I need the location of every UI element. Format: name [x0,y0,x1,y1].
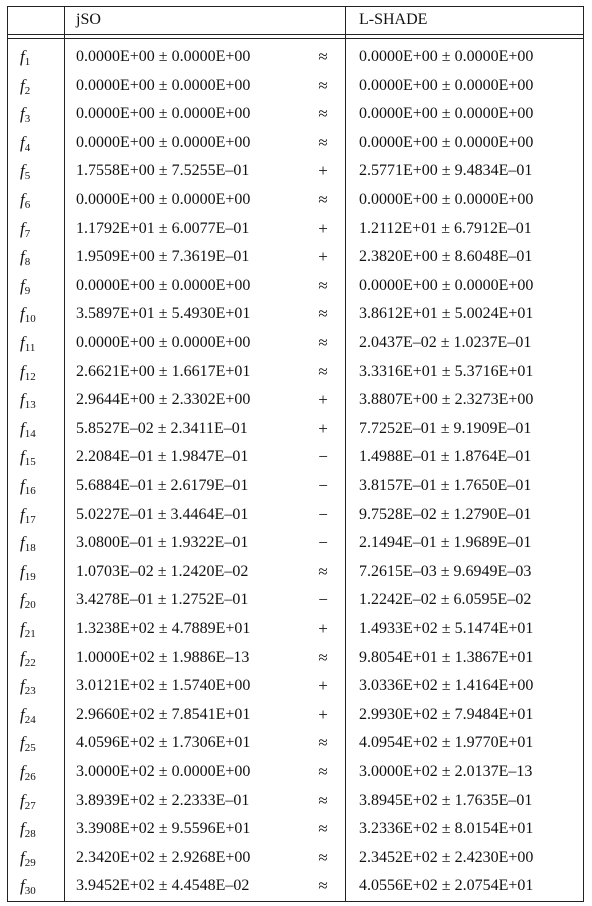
function-label [20,733,36,754]
jso-value: 0.0000E+00 ± 0.0000E+00 [76,276,251,294]
jso-value: 1.3238E+02 ± 4.7889E+01 [76,620,251,637]
function-index: 6 [24,199,31,211]
jso-value: 3.9452E+02 ± 4.4548E–02 [76,877,250,895]
table-row [7,758,584,787]
lshade-value: 7.7252E–01 ± 9.1909E–01 [359,419,532,437]
comparison-symbol: ≈ [318,561,328,581]
table-row [7,100,584,129]
jso-value: 1.7558E+00 ± 7.5255E–01 [76,162,250,180]
function-label [20,390,36,411]
function-index: 12 [24,370,36,383]
table-row [7,615,584,644]
comparison-symbol: − [318,504,328,524]
function-label [20,676,36,697]
table-row [7,558,584,587]
function-symbol: f [20,790,25,810]
lshade-value: 0.0000E+00 ± 0.0000E+00 [359,76,534,94]
comparison-symbol: − [318,447,328,467]
function-label [20,619,36,640]
lshade-value: 2.3452E+02 ± 2.4230E+00 [359,848,534,866]
function-index: 26 [24,771,36,783]
function-symbol: f [20,619,25,638]
lshade-value: 9.7528E–02 ± 1.2790E–01 [359,505,532,523]
comparison-symbol: + [318,247,328,267]
table-bottom-rule [7,901,584,902]
table-row [7,43,584,72]
comparison-symbol: ≈ [318,275,328,295]
function-index: 18 [24,542,36,555]
function-index: 7 [24,227,31,240]
function-symbol: f [20,333,25,352]
lshade-value: 3.8807E+00 ± 2.3273E+00 [359,391,534,409]
table-row [7,872,584,901]
table-row [7,844,584,873]
jso-value: 2.6621E+00 ± 1.6617E+01 [76,362,251,380]
function-index: 30 [24,885,36,898]
jso-value: 2.9644E+00 ± 2.3302E+00 [76,391,251,409]
function-symbol: f [20,361,25,381]
jso-value: 0.0000E+00 ± 0.0000E+00 [76,133,251,151]
table-row [7,729,584,758]
function-label [20,848,36,869]
function-index: 25 [24,742,36,755]
lshade-value: 3.3316E+01 ± 5.3716E+01 [359,362,534,380]
function-index: 1 [24,56,31,68]
function-symbol: f [20,247,25,267]
table-row [7,243,584,272]
function-symbol: f [20,647,25,667]
table-row [7,586,584,615]
lshade-value: 2.3820E+00 ± 8.6048E–01 [359,248,533,266]
function-symbol: f [20,47,25,66]
lshade-value: 3.8945E+02 ± 1.7635E–01 [359,791,533,809]
function-label [20,533,36,554]
jso-value: 5.0227E–01 ± 3.4464E–01 [76,505,249,523]
table-row [7,443,584,472]
function-symbol: f [20,704,25,724]
table-row [7,215,584,244]
function-label [20,876,36,897]
function-symbol: f [20,533,25,553]
function-symbol: f [20,161,25,181]
function-symbol: f [20,733,25,753]
function-index: 19 [24,570,36,583]
table-row [7,72,584,101]
function-label [20,76,30,97]
function-label [20,133,30,154]
function-index: 20 [24,599,36,612]
function-symbol: f [20,75,25,95]
function-symbol: f [20,561,25,581]
jso-value: 5.8527E–02 ± 2.3411E–01 [76,419,248,437]
lshade-value: 3.0336E+02 ± 1.4164E+00 [359,677,534,695]
function-symbol: f [20,762,25,781]
comparison-symbol: ≈ [318,762,328,781]
function-symbol: f [20,676,25,696]
lshade-value: 7.2615E–03 ± 9.6949E–03 [359,562,532,580]
table-row [7,815,584,844]
lshade-value: 1.2242E–02 ± 6.0595E–02 [359,591,532,609]
comparison-symbol: + [318,218,328,238]
comparison-symbol: ≈ [318,47,328,66]
function-symbol: f [20,275,25,295]
lshade-value: 0.0000E+00 ± 0.0000E+00 [359,105,534,123]
function-index: 24 [24,713,36,726]
function-index: 28 [24,828,36,841]
lshade-value: 4.0556E+02 ± 2.0754E+01 [359,877,534,895]
comparison-symbol: ≈ [318,790,328,810]
function-index: 11 [24,342,36,354]
function-label [20,276,30,297]
comparison-symbol: ≈ [318,104,328,124]
comparison-symbol: + [318,418,328,438]
function-label [20,161,30,182]
comparison-symbol: − [318,533,328,553]
function-index: 2 [24,84,31,97]
lshade-value: 3.0000E+02 ± 2.0137E–13 [359,763,533,780]
function-symbol: f [20,876,25,896]
function-index: 23 [24,685,36,698]
table-row [7,300,584,329]
lshade-value: 0.0000E+00 ± 0.0000E+00 [359,133,534,151]
header-lshade: L-SHADE [359,11,428,28]
lshade-value: 2.0437E–02 ± 1.0237E–01 [359,334,532,351]
function-label [20,333,35,354]
comparison-symbol: ≈ [318,75,328,95]
function-label [20,247,30,268]
table-top-rule [7,6,584,7]
jso-value: 0.0000E+00 ± 0.0000E+00 [76,76,251,94]
jso-value: 2.2084E–01 ± 1.9847E–01 [76,448,249,466]
lshade-value: 9.8054E+01 ± 1.3867E+01 [359,648,534,666]
function-index: 15 [24,456,36,469]
table-row [7,186,584,215]
table-row [7,672,584,701]
function-label [20,190,30,211]
comparison-symbol: ≈ [318,304,328,324]
function-label [20,505,36,526]
function-symbol: f [20,476,25,495]
function-label [20,562,36,583]
results-table [7,6,584,902]
comparison-symbol: ≈ [318,876,328,896]
function-index: 27 [24,799,36,812]
comparison-symbol: − [318,590,328,610]
table-row [7,472,584,501]
comparison-symbol: ≈ [318,190,328,209]
comparison-symbol: − [318,476,328,495]
function-symbol: f [20,390,25,410]
function-label [20,447,36,468]
function-symbol: f [20,504,25,524]
comparison-symbol: + [318,676,328,696]
function-index: 29 [24,856,36,869]
function-symbol: f [20,847,25,867]
lshade-value: 3.8612E+01 ± 5.0024E+01 [359,305,534,323]
jso-value: 3.0000E+02 ± 0.0000E+00 [76,763,251,780]
jso-value: 5.6884E–01 ± 2.6179E–01 [76,477,249,494]
lshade-value: 4.0954E+02 ± 1.9770E+01 [359,734,534,752]
function-label [20,476,36,497]
jso-value: 3.8939E+02 ± 2.2333E–01 [76,791,250,809]
jso-value: 0.0000E+00 ± 0.0000E+00 [76,191,251,208]
jso-value: 1.9509E+00 ± 7.3619E–01 [76,248,250,266]
jso-value: 1.0000E+02 ± 1.9886E–13 [76,648,250,666]
jso-value: 1.0703E–02 ± 1.2420E–02 [76,562,249,580]
lshade-value: 3.2336E+02 ± 8.0154E+01 [359,820,534,838]
comparison-symbol: ≈ [318,647,328,667]
function-index: 5 [24,170,31,183]
jso-value: 3.4278E–01 ± 1.2752E–01 [76,591,249,609]
lshade-value: 2.9930E+02 ± 7.9484E+01 [359,705,534,723]
jso-value: 0.0000E+00 ± 0.0000E+00 [76,105,251,123]
jso-value: 2.3420E+02 ± 2.9268E+00 [76,848,251,866]
table-row [7,644,584,673]
table-row [7,329,584,358]
table-row [7,415,584,444]
comparison-symbol: + [318,390,328,410]
jso-value: 4.0596E+02 ± 1.7306E+01 [76,734,251,752]
function-index: 8 [24,256,31,269]
comparison-symbol: ≈ [318,333,328,352]
function-symbol: f [20,104,25,124]
lshade-value: 1.4988E–01 ± 1.8764E–01 [359,448,532,466]
header-rule-1 [7,34,584,35]
lshade-value: 3.8157E–01 ± 1.7650E–01 [359,477,532,494]
function-symbol: f [20,447,25,467]
comparison-symbol: + [318,161,328,181]
jso-value: 3.3908E+02 ± 9.5596E+01 [76,820,251,838]
function-symbol: f [20,819,25,839]
function-symbol: f [20,218,25,238]
function-index: 16 [24,485,36,497]
lshade-value: 0.0000E+00 ± 0.0000E+00 [359,276,534,294]
jso-value: 1.1792E+01 ± 6.0077E–01 [76,219,250,237]
lshade-value: 2.5771E+00 ± 9.4834E–01 [359,162,533,180]
function-symbol: f [20,418,25,438]
comparison-symbol: ≈ [318,733,328,753]
function-label [20,762,36,783]
table-row [7,386,584,415]
table-row [7,501,584,530]
comparison-symbol: + [318,704,328,724]
lshade-value: 0.0000E+00 ± 0.0000E+00 [359,48,534,65]
function-index: 13 [24,399,36,412]
jso-value: 0.0000E+00 ± 0.0000E+00 [76,334,251,351]
function-index: 14 [24,427,36,440]
function-index: 9 [24,284,31,297]
jso-value: 3.0121E+02 ± 1.5740E+00 [76,677,251,695]
function-index: 4 [24,141,31,154]
function-label [20,791,36,812]
function-label [20,419,36,440]
function-symbol: f [20,132,25,152]
comparison-symbol: ≈ [318,361,328,381]
table-row [7,157,584,186]
table-row [7,358,584,387]
function-symbol: f [20,304,25,324]
function-index: 17 [24,513,36,526]
table-row [7,701,584,730]
lshade-value: 1.4933E+02 ± 5.1474E+01 [359,620,534,637]
function-label [20,648,36,669]
table-row [7,272,584,301]
comparison-symbol: ≈ [318,819,328,839]
table-row [7,529,584,558]
header-jso: jSO [76,11,101,28]
function-symbol: f [20,590,25,610]
lshade-value: 0.0000E+00 ± 0.0000E+00 [359,191,534,208]
function-index: 10 [24,313,36,326]
function-symbol: f [20,190,25,209]
jso-value: 2.9660E+02 ± 7.8541E+01 [76,705,251,723]
function-label [20,590,36,611]
lshade-value: 2.1494E–01 ± 1.9689E–01 [359,534,532,552]
function-label [20,219,30,240]
function-label [20,47,30,68]
comparison-symbol: ≈ [318,847,328,867]
function-label [20,362,36,383]
jso-value: 3.5897E+01 ± 5.4930E+01 [76,305,251,323]
header-rule-2 [7,38,584,39]
function-index: 21 [24,628,36,640]
function-index: 22 [24,656,36,669]
jso-value: 0.0000E+00 ± 0.0000E+00 [76,48,251,65]
lshade-value: 1.2112E+01 ± 6.7912E–01 [359,219,532,237]
function-label [20,819,36,840]
table-row [7,129,584,158]
function-label [20,705,36,726]
function-index: 3 [24,113,31,126]
table-row [7,787,584,816]
function-label [20,304,36,325]
comparison-symbol: + [318,619,328,638]
comparison-symbol: ≈ [318,132,328,152]
function-label [20,104,30,125]
jso-value: 3.0800E–01 ± 1.9322E–01 [76,534,249,552]
